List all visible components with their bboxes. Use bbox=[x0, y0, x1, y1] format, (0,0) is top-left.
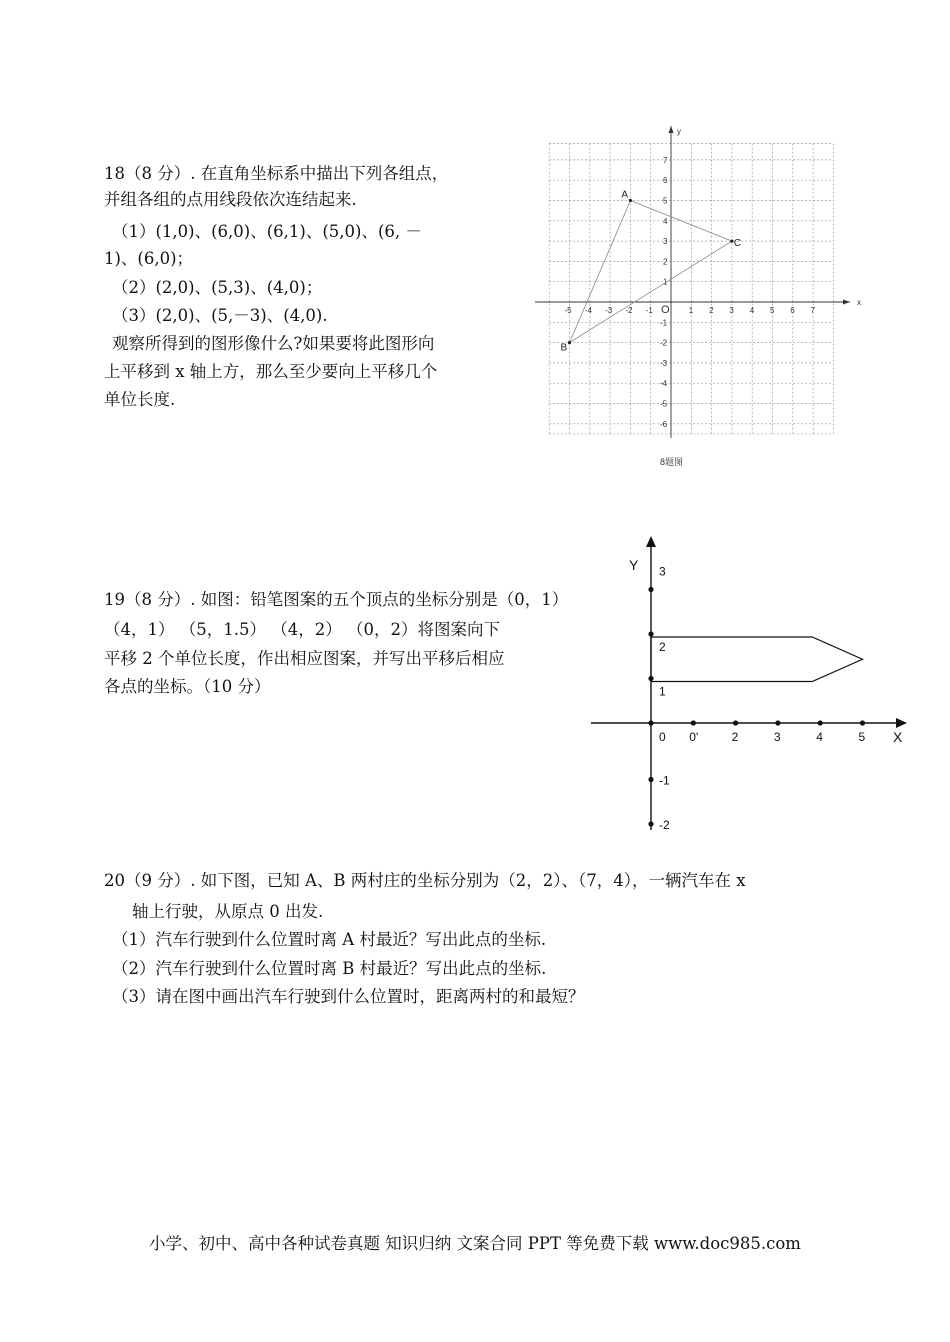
x-axis-arrow bbox=[843, 300, 850, 305]
q18-line-8: 上平移到 x 轴上方，那么至少要向上平移几个 bbox=[104, 362, 438, 381]
origin-label: O bbox=[661, 304, 670, 316]
x-tick-dot bbox=[860, 720, 865, 725]
y-tick-label: 2 bbox=[659, 640, 666, 654]
y-tick-label: -2 bbox=[660, 338, 668, 348]
q19-pencil-axes bbox=[585, 530, 920, 835]
x-tick-dot bbox=[733, 720, 738, 725]
q19-line-3: 平移 2 个单位长度，作出相应图案，并写出平移后相应 bbox=[104, 649, 505, 668]
point-a bbox=[629, 199, 632, 202]
x-tick-label: 3 bbox=[729, 306, 734, 315]
x-tick-label: 3 bbox=[773, 730, 781, 744]
x-tick-label: 2 bbox=[731, 730, 739, 744]
point-label-b: B bbox=[560, 342, 568, 354]
y-tick-label: 1 bbox=[659, 684, 666, 699]
q19-line-2: （4，1） （5，1.5） （4，2） （0，2）将图案向下 bbox=[104, 620, 500, 639]
q20-line-5: （3）请在图中画出汽车行驶到什么位置时，距离两村的和最短？ bbox=[112, 987, 585, 1006]
q20-line-4: （2）汽车行驶到什么位置时离 B 村最近？写出此点的坐标. bbox=[112, 959, 547, 978]
q20-line-1: 20（9 分）. 如下图，已知 A、B 两村庄的坐标分别为（2，2）、（7，4），一辆汽车在 x bbox=[104, 871, 746, 890]
x-tick-label: -3 bbox=[605, 306, 613, 315]
y-tick-label: -4 bbox=[660, 379, 668, 389]
y-tick-dot bbox=[648, 777, 653, 782]
q20-line-3: （1）汽车行驶到什么位置时离 A 村最近？写出此点的坐标. bbox=[112, 930, 547, 949]
pencil-shape bbox=[651, 637, 863, 682]
q19-line-4: 各点的坐标。（10 分） bbox=[104, 677, 271, 696]
x-axis-arrow bbox=[896, 718, 907, 728]
q18-line-3: （1）(1,0)、(6,0)、(6,1)、(5,0)、(6, － bbox=[112, 222, 422, 241]
point-label-a: A bbox=[621, 189, 629, 201]
y-tick-label: 1 bbox=[663, 277, 668, 287]
x-tick-label: 5 bbox=[770, 306, 775, 315]
y-tick-label: -1 bbox=[660, 318, 668, 328]
q18-line-7: 观察所得到的图形像什么?如果要将此图形向 bbox=[112, 334, 435, 353]
q19-pencil-figure bbox=[585, 530, 920, 839]
y-tick-label: 3 bbox=[663, 237, 668, 247]
x-tick-label: -2 bbox=[625, 306, 633, 315]
y-tick-label: -3 bbox=[660, 358, 668, 368]
y-tick-label: -2 bbox=[659, 818, 670, 832]
y-tick-label: -6 bbox=[660, 419, 668, 429]
y-tick-label: 7 bbox=[663, 155, 668, 165]
x-tick-dot bbox=[691, 720, 696, 725]
y-tick-dot bbox=[648, 587, 653, 592]
q19-line-1: 19（8 分）. 如图：铅笔图案的五个顶点的坐标分别是（0，1） bbox=[104, 590, 569, 609]
q18-line-1: 18（8 分）. 在直角坐标系中描出下列各组点， bbox=[104, 164, 449, 183]
q18-coordinate-figure bbox=[535, 120, 865, 454]
x-tick-label: 4 bbox=[749, 306, 755, 315]
y-tick-label: 3 bbox=[659, 564, 666, 579]
q18-line-9: 单位长度. bbox=[104, 390, 176, 409]
x-tick-label: -1 bbox=[645, 306, 653, 315]
x-axis-label: x bbox=[857, 298, 861, 307]
x-tick-label: 6 bbox=[790, 306, 795, 315]
q18-coordinate-grid bbox=[535, 120, 865, 450]
x-tick-dot bbox=[818, 720, 823, 725]
q18-figure-caption: 8题图 bbox=[660, 457, 684, 467]
y-tick-label: -5 bbox=[660, 399, 668, 409]
q18-line-2: 并组各组的点用线段依次连结起来. bbox=[104, 190, 357, 209]
x-axis-label: X bbox=[893, 729, 903, 745]
q18-line-4: 1)、(6,0)； bbox=[104, 249, 194, 268]
x-tick-label: 2 bbox=[709, 306, 714, 315]
y-axis-arrow bbox=[669, 126, 674, 133]
x-tick-dot bbox=[775, 720, 780, 725]
x-tick-label: -4 bbox=[584, 306, 592, 315]
x-tick-label: 0' bbox=[689, 730, 699, 744]
origin-dot bbox=[648, 720, 653, 725]
x-tick-label: -5 bbox=[564, 306, 572, 315]
y-tick-dot bbox=[648, 821, 653, 826]
point-b bbox=[568, 341, 571, 344]
footer-download-notice: 小学、初中、高中各种试卷真题 知识归纳 文案合同 PPT 等免费下载 www.doc985.com bbox=[149, 1234, 801, 1253]
y-tick-label: 4 bbox=[663, 216, 668, 226]
q20-line-2: 轴上行驶，从原点 0 出发. bbox=[132, 902, 324, 921]
y-tick-label: 6 bbox=[663, 176, 668, 186]
x-tick-label: 4 bbox=[816, 730, 823, 744]
q18-line-5: （2）(2,0)、(5,3)、(4,0)； bbox=[112, 278, 323, 297]
x-tick-label: 0 bbox=[659, 730, 666, 744]
y-axis-arrow bbox=[646, 536, 656, 547]
q18-line-6: （3）(2,0)、(5,－3)、(4,0). bbox=[112, 306, 328, 325]
y-tick-dot bbox=[648, 631, 653, 636]
x-tick-label: 7 bbox=[810, 306, 816, 315]
y-axis-label: y bbox=[677, 127, 681, 136]
x-tick-label: 1 bbox=[688, 306, 694, 315]
point-label-c: C bbox=[733, 238, 742, 250]
y-tick-label: 2 bbox=[663, 257, 668, 267]
y-tick-label: 5 bbox=[663, 196, 668, 206]
y-axis-label: Y bbox=[629, 557, 639, 573]
y-tick-label: -1 bbox=[659, 773, 670, 788]
x-tick-label: 5 bbox=[858, 730, 866, 744]
